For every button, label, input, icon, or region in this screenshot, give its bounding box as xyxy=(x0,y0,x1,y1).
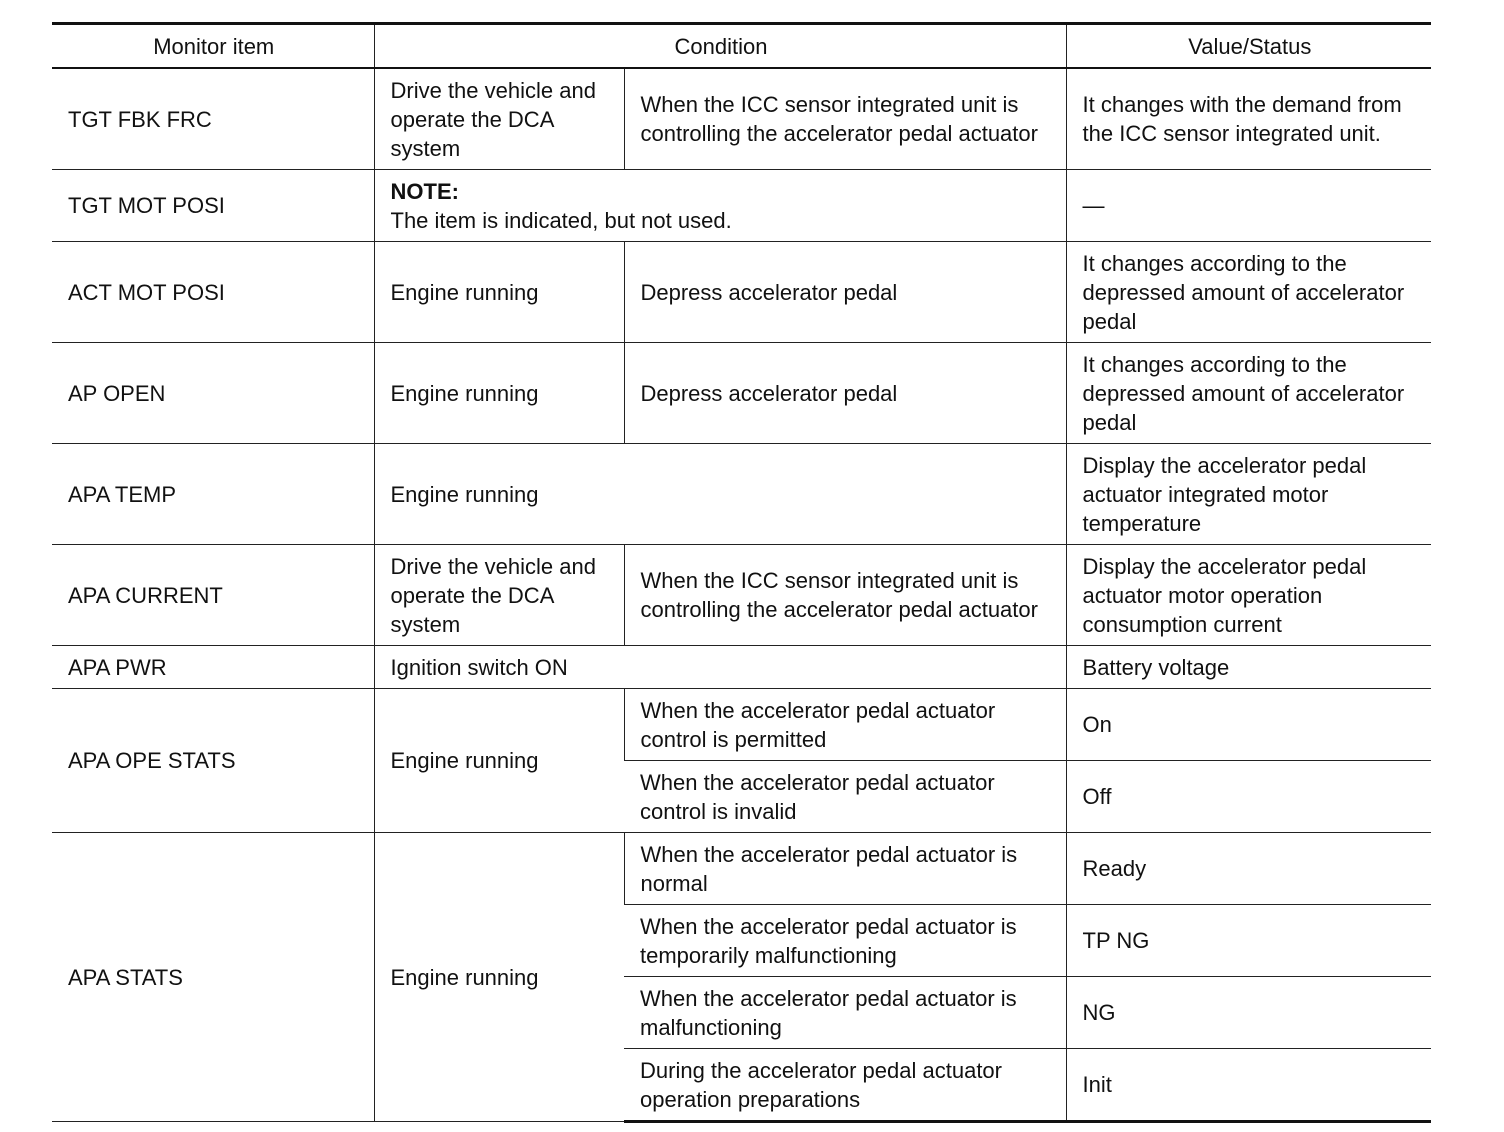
table-row xyxy=(52,833,1431,905)
value-cell: NG xyxy=(1066,977,1431,1049)
condition-detail-cell: Depress accelerator pedal xyxy=(624,343,1066,444)
table-row xyxy=(52,444,1431,545)
condition-cell: Engine running xyxy=(374,242,624,343)
monitor-item-cell: APA PWR xyxy=(52,646,374,689)
value-cell: Display the accelerator pedal actuator motor operation consumption current xyxy=(1066,545,1431,646)
condition-detail-cell: When the accelerator pedal actuator control is invalid xyxy=(624,761,1066,833)
condition-cell: Engine running xyxy=(374,689,624,833)
table-row xyxy=(52,343,1431,444)
note-cell xyxy=(374,170,1066,242)
header-value-status: Value/Status xyxy=(1066,24,1431,69)
value-cell: TP NG xyxy=(1066,905,1431,977)
table-row xyxy=(52,242,1431,343)
condition-detail-cell: When the ICC sensor integrated unit is controlling the accelerator pedal actuator xyxy=(624,68,1066,170)
condition-cell: Drive the vehicle and operate the DCA system xyxy=(374,68,624,170)
header-condition: Condition xyxy=(374,24,1066,69)
table-row xyxy=(52,68,1431,170)
value-cell: Battery voltage xyxy=(1066,646,1431,689)
table-row xyxy=(52,170,1431,242)
value-cell: It changes with the demand from the ICC sensor integrated unit. xyxy=(1066,68,1431,170)
monitor-item-cell: AP OPEN xyxy=(52,343,374,444)
monitor-item-cell: APA STATS xyxy=(52,833,374,1122)
monitor-item-table xyxy=(52,22,1431,1123)
table-row xyxy=(52,689,1431,761)
monitor-item-cell: APA OPE STATS xyxy=(52,689,374,833)
monitor-item-cell: APA TEMP xyxy=(52,444,374,545)
condition-cell: Engine running xyxy=(374,444,1066,545)
condition-cell: Engine running xyxy=(374,833,624,1122)
condition-detail-cell: During the accelerator pedal actuator operation preparations xyxy=(624,1049,1066,1122)
monitor-item-cell: TGT FBK FRC xyxy=(52,68,374,170)
monitor-item-cell: TGT MOT POSI xyxy=(52,170,374,242)
condition-detail-cell: When the accelerator pedal actuator is temporarily malfunctioning xyxy=(624,905,1066,977)
header-monitor-item: Monitor item xyxy=(52,24,374,69)
condition-detail-cell: When the accelerator pedal actuator is malfunctioning xyxy=(624,977,1066,1049)
condition-detail-cell: When the accelerator pedal actuator is normal xyxy=(624,833,1066,905)
table-row xyxy=(52,545,1431,646)
condition-cell: Engine running xyxy=(374,343,624,444)
condition-detail-cell: When the ICC sensor integrated unit is controlling the accelerator pedal actuator xyxy=(624,545,1066,646)
condition-cell: Drive the vehicle and operate the DCA system xyxy=(374,545,624,646)
value-cell: Init xyxy=(1066,1049,1431,1122)
condition-cell: Ignition switch ON xyxy=(374,646,1066,689)
condition-detail-cell: When the accelerator pedal actuator control is permitted xyxy=(624,689,1066,761)
value-cell: — xyxy=(1066,170,1431,242)
note-label: NOTE: xyxy=(390,178,459,204)
table-header-row xyxy=(52,24,1431,69)
value-cell: It changes according to the depressed amount of accelerator pedal xyxy=(1066,242,1431,343)
monitor-item-cell: ACT MOT POSI xyxy=(52,242,374,343)
value-cell: Ready xyxy=(1066,833,1431,905)
note-text: The item is indicated, but not used. xyxy=(390,207,732,233)
value-cell: It changes according to the depressed amount of accelerator pedal xyxy=(1066,343,1431,444)
monitor-item-cell: APA CURRENT xyxy=(52,545,374,646)
value-cell: Off xyxy=(1066,761,1431,833)
value-cell: On xyxy=(1066,689,1431,761)
value-cell: Display the accelerator pedal actuator integrated motor temperature xyxy=(1066,444,1431,545)
table-row xyxy=(52,646,1431,689)
condition-detail-cell: Depress accelerator pedal xyxy=(624,242,1066,343)
